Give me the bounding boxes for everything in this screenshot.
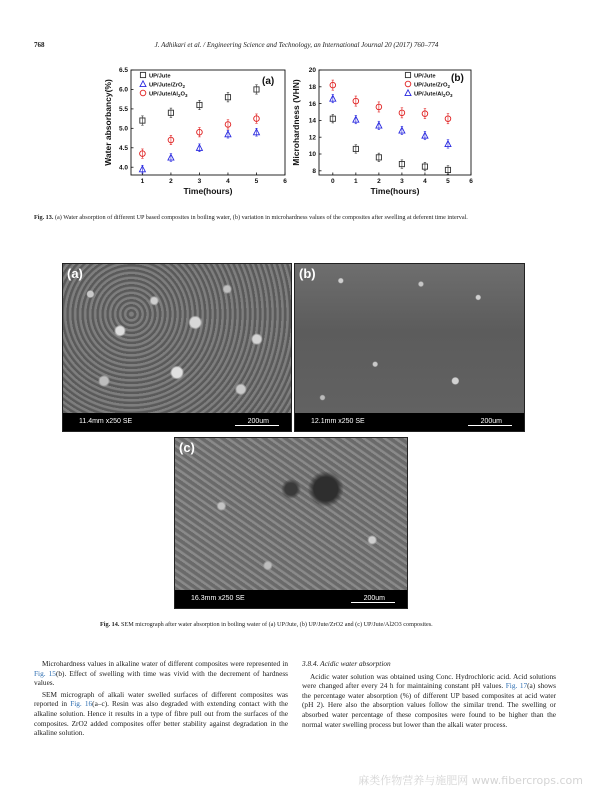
sem-b-label: (b)	[299, 266, 316, 281]
sem-c-label: (c)	[179, 440, 195, 455]
y-tick-label: 20	[308, 67, 316, 75]
legend-marker	[405, 90, 411, 96]
section-heading: 3.8.4. Acidic water absorption	[302, 659, 391, 668]
fig13-caption-label: Fig. 13.	[34, 214, 54, 221]
x-axis-label: Time(hours)	[370, 186, 420, 196]
x-tick-label: 2	[169, 178, 173, 185]
legend-marker	[405, 72, 410, 77]
y-tick-label: 10	[308, 151, 316, 159]
fig14-caption-label: Fig. 14.	[100, 621, 120, 628]
panel-label: (a)	[262, 76, 275, 87]
x-tick-label: 3	[197, 178, 202, 185]
legend-label: UP/Jute	[149, 73, 171, 80]
y-tick-label: 6.0	[118, 86, 128, 94]
sem-image-c	[174, 437, 408, 609]
x-tick-label: 3	[400, 178, 404, 185]
fig14-caption-text: SEM micrograph after water absorption in boiling water of (a) UP/Jute, (b) UP/Jute/ZrO2 and (c) UP/Jute/Al2O3 composites.	[120, 621, 433, 628]
sem-b-scale: 200um	[480, 418, 502, 425]
y-tick-label: 18	[308, 84, 316, 91]
sem-c-databar	[175, 590, 407, 608]
sem-c-scale: 200um	[363, 595, 385, 602]
fig17-link[interactable]: Fig. 17	[505, 681, 528, 691]
page-number: 768	[34, 41, 45, 49]
y-axis-label: Water absorbancy(%)	[103, 79, 113, 166]
sem-b-info: 12.1mm x250 SE	[311, 418, 365, 425]
y-axis-label: Microhardness (VHN)	[291, 79, 301, 166]
x-tick-label: 6	[283, 178, 287, 185]
y-tick-label: 16	[308, 100, 316, 108]
x-tick-label: 1	[354, 178, 358, 185]
legend-label: $UP/Jute/Al_2O_3$	[414, 91, 453, 98]
legend-marker	[140, 72, 145, 77]
y-tick-label: 8	[312, 168, 316, 175]
fig14-caption	[100, 621, 540, 629]
legend-label: UP/Jute/ZrO$_2$	[414, 82, 451, 89]
fig15-link[interactable]: Fig. 15	[34, 668, 56, 678]
y-tick-label: 4.0	[118, 164, 128, 172]
series-up-jute-al2o3	[330, 91, 453, 148]
x-tick-label: 6	[469, 178, 473, 185]
x-tick-label: 5	[254, 178, 259, 185]
y-tick-label: 5.0	[118, 125, 128, 133]
water-absorbancy-chart	[103, 64, 290, 196]
sem-image-a	[62, 263, 292, 432]
legend-marker	[140, 81, 146, 87]
legend-label: UP/Jute/ZrO$_2$	[149, 82, 186, 89]
sem-a-label: (a)	[67, 266, 83, 281]
x-tick-label: 5	[446, 178, 450, 185]
fig13-caption-text: (a) Water absorption of different UP based composites in boiling water, (b) variation in microhardness values of the composites after swelling at deferent time interval.	[54, 214, 468, 221]
sem-b-scale-bar	[468, 425, 512, 426]
legend-label: $UP/Jute/Al_2O_3$	[149, 91, 188, 98]
series-up-jute	[330, 115, 450, 175]
y-tick-label: 5.5	[118, 106, 128, 114]
y-tick-label: 12	[308, 134, 316, 142]
sem-image-b	[294, 263, 525, 432]
sem-c-scale-bar	[351, 602, 395, 603]
left-column	[34, 659, 288, 738]
sem-a-info: 11.4mm x250 SE	[79, 418, 133, 425]
running-header	[34, 41, 559, 53]
sem-a-scale-bar	[235, 425, 279, 426]
left-paragraph-2: SEM micrograph of alkali water swelled surfaces of different composites was reported in Fig. 16(a–c). Resin was also degraded with extending contact with the alkaline solution. Hence it results in a type of fibre pull out from the surfaces of the composites. ZrO2 added composites offer better stability against degradation in the alkaline solution.	[34, 689, 288, 738]
microhardness-chart	[291, 64, 475, 196]
fig13-caption	[34, 214, 559, 222]
watermark: 麻类作物营养与施肥网 www.fibercrops.com	[358, 774, 583, 787]
y-tick-label: 14	[308, 117, 316, 125]
sem-a-scale: 200um	[247, 418, 269, 425]
sem-c-info: 16.3mm x250 SE	[191, 595, 245, 602]
x-axis-label: Time(hours)	[183, 186, 233, 196]
legend-marker	[405, 81, 411, 87]
fig16-link[interactable]: Fig. 16	[70, 699, 93, 709]
right-column	[302, 659, 556, 729]
sem-b-databar	[295, 413, 524, 431]
y-tick-label: 6.5	[118, 67, 128, 75]
journal-reference: J. Adhikari et al. / Engineering Science and Technology, an International Journal 20 (2017) 760–774	[154, 41, 439, 49]
right-paragraph-1: Acidic water solution was obtained using Conc. Hydrochloric acid. Acid solutions were changed after every 24 h for maintaining constant pH values. Fig. 17(a) shows the percentage water absorption (%) of different UP based composites at acid water (pH 2). Here also the absorption values follow the similar trend. The swelling or absorbed water percentage of these composites were found to be higher than the normal water swelling process but lower than the alkali water process.	[302, 671, 556, 729]
panel-label: (b)	[451, 73, 464, 84]
left-paragraph-1: Microhardness values in alkaline water of different composites were represented in Fig. 15(b). Effect of swelling with time was vivid with the decrement of hardness values.	[34, 659, 289, 688]
legend-marker	[140, 90, 146, 96]
x-tick-label: 0	[331, 178, 335, 185]
x-tick-label: 1	[140, 178, 145, 185]
sem-a-databar	[63, 413, 291, 431]
x-tick-label: 4	[226, 178, 230, 185]
x-tick-label: 4	[423, 178, 427, 185]
y-tick-label: 4.5	[118, 144, 128, 152]
x-tick-label: 2	[377, 178, 381, 185]
legend-label: UP/Jute	[414, 73, 436, 80]
